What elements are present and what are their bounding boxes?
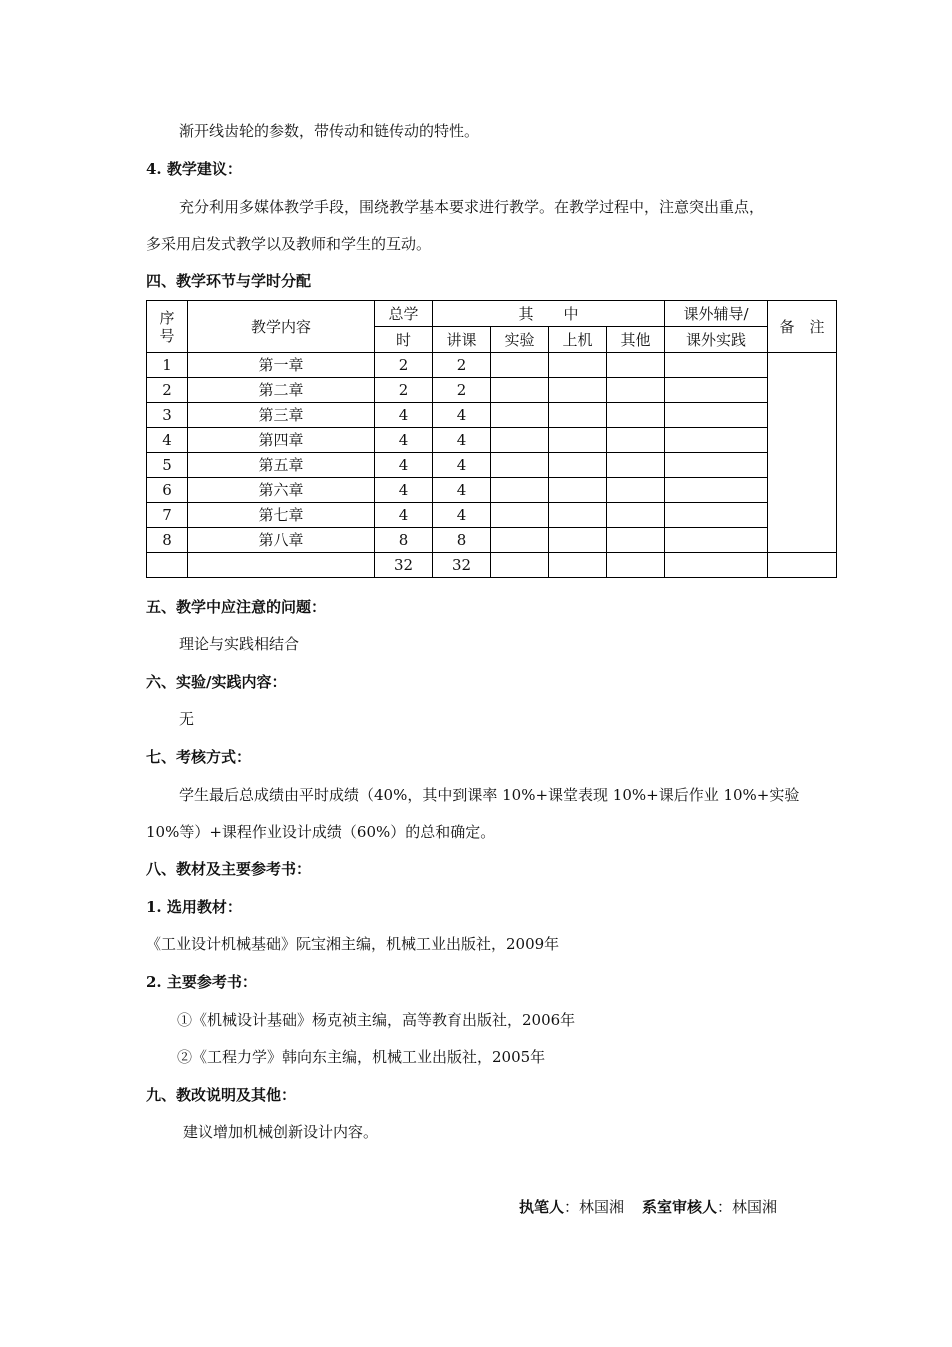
table-totals-row bbox=[147, 553, 837, 578]
cell-extra bbox=[665, 503, 768, 528]
cell-content: 第四章 bbox=[188, 428, 375, 453]
cell-computer bbox=[549, 378, 607, 403]
cell-seq bbox=[147, 553, 188, 578]
cell-remark-merged bbox=[768, 353, 837, 553]
section5-text: 理论与实践相结合 bbox=[179, 635, 300, 653]
cell-experiment bbox=[491, 453, 549, 478]
writer-label: 执笔人 bbox=[519, 1198, 565, 1216]
cell-experiment bbox=[491, 403, 549, 428]
header-experiment: 实验 bbox=[491, 327, 549, 353]
reviewer-name: ：林国湘 bbox=[717, 1198, 778, 1216]
cell-seq: 7 bbox=[147, 503, 188, 528]
cell-computer bbox=[549, 503, 607, 528]
cell-experiment bbox=[491, 553, 549, 578]
hours-allocation-table bbox=[146, 300, 837, 578]
cell-extra bbox=[665, 453, 768, 478]
cell-content: 第二章 bbox=[188, 378, 375, 403]
table-row bbox=[147, 403, 837, 428]
cell-lecture: 4 bbox=[433, 403, 491, 428]
cell-other bbox=[607, 528, 665, 553]
cell-extra bbox=[665, 378, 768, 403]
cell-remark bbox=[768, 553, 837, 578]
cell-seq: 4 bbox=[147, 428, 188, 453]
cell-content: 第五章 bbox=[188, 453, 375, 478]
section5-heading: 五、教学中应注意的问题： bbox=[146, 598, 327, 616]
header-content: 教学内容 bbox=[188, 301, 375, 353]
teaching-advice-para-line1: 充分利用多媒体教学手段，围绕教学基本要求进行教学。在教学过程中，注意突出重点， bbox=[179, 198, 765, 216]
signature-line bbox=[519, 1197, 777, 1217]
cell-total: 2 bbox=[375, 353, 433, 378]
table-header-row-1 bbox=[147, 301, 837, 327]
section7-heading: 七、考核方式： bbox=[146, 748, 252, 766]
cell-extra bbox=[665, 528, 768, 553]
cell-lecture: 2 bbox=[433, 378, 491, 403]
header-computer: 上机 bbox=[549, 327, 607, 353]
writer-name: ：林国湘 bbox=[564, 1198, 625, 1216]
cell-seq: 8 bbox=[147, 528, 188, 553]
table-row bbox=[147, 353, 837, 378]
cell-content: 第三章 bbox=[188, 403, 375, 428]
header-seq-line1: 序 bbox=[159, 308, 175, 327]
header-other: 其他 bbox=[607, 327, 665, 353]
section7-line1: 学生最后总成绩由平时成绩（40%，其中到课率 10%+课堂表现 10%+课后作业 10%+实验 bbox=[179, 786, 800, 804]
header-extra-line1: 课外辅导/ bbox=[665, 301, 768, 327]
header-seq bbox=[147, 301, 188, 353]
cell-computer bbox=[549, 428, 607, 453]
cell-total-sum: 32 bbox=[375, 553, 433, 578]
cell-extra bbox=[665, 428, 768, 453]
section6-heading: 六、实验/实践内容： bbox=[146, 673, 287, 691]
cell-content: 第八章 bbox=[188, 528, 375, 553]
cell-other bbox=[607, 453, 665, 478]
header-total-line2: 时 bbox=[375, 327, 433, 353]
cell-experiment bbox=[491, 478, 549, 503]
header-seq-line2: 号 bbox=[159, 326, 175, 345]
cell-lecture: 4 bbox=[433, 453, 491, 478]
cell-lecture: 2 bbox=[433, 353, 491, 378]
header-extra-line2: 课外实践 bbox=[665, 327, 768, 353]
cell-content: 第七章 bbox=[188, 503, 375, 528]
cell-experiment bbox=[491, 353, 549, 378]
cell-experiment bbox=[491, 503, 549, 528]
cell-extra bbox=[665, 553, 768, 578]
cell-computer bbox=[549, 478, 607, 503]
cell-total: 4 bbox=[375, 453, 433, 478]
section9-text: 建议增加机械创新设计内容。 bbox=[183, 1123, 379, 1141]
section8-ref2: ②《工程力学》韩向东主编，机械工业出版社，2005年 bbox=[177, 1048, 546, 1066]
cell-other bbox=[607, 353, 665, 378]
cell-total: 4 bbox=[375, 428, 433, 453]
reviewer-label: 系室审核人 bbox=[642, 1198, 718, 1216]
cell-content: 第六章 bbox=[188, 478, 375, 503]
cell-lecture: 4 bbox=[433, 428, 491, 453]
header-among: 其 中 bbox=[433, 301, 665, 327]
cell-seq: 1 bbox=[147, 353, 188, 378]
cell-lecture: 8 bbox=[433, 528, 491, 553]
cell-total: 4 bbox=[375, 478, 433, 503]
table-row bbox=[147, 453, 837, 478]
cell-computer bbox=[549, 453, 607, 478]
section8-textbook: 《工业设计机械基础》阮宝湘主编，机械工业出版社，2009年 bbox=[146, 935, 560, 953]
table-row bbox=[147, 528, 837, 553]
cell-other bbox=[607, 478, 665, 503]
section9-heading: 九、教改说明及其他： bbox=[146, 1086, 297, 1104]
cell-total: 4 bbox=[375, 503, 433, 528]
teaching-advice-para-line2: 多采用启发式教学以及教师和学生的互动。 bbox=[146, 235, 432, 253]
section8-sub1-heading: 1. 选用教材： bbox=[146, 898, 242, 916]
section7-line2: 10%等）+课程作业设计成绩（60%）的总和确定。 bbox=[146, 823, 496, 841]
cell-other bbox=[607, 428, 665, 453]
cell-computer bbox=[549, 553, 607, 578]
cell-computer bbox=[549, 528, 607, 553]
cell-content: 第一章 bbox=[188, 353, 375, 378]
cell-experiment bbox=[491, 378, 549, 403]
cell-seq: 6 bbox=[147, 478, 188, 503]
table-row bbox=[147, 378, 837, 403]
cell-seq: 2 bbox=[147, 378, 188, 403]
section8-heading: 八、教材及主要参考书： bbox=[146, 860, 312, 878]
header-remark: 备 注 bbox=[768, 301, 837, 353]
cell-extra bbox=[665, 403, 768, 428]
cell-computer bbox=[549, 403, 607, 428]
table-row bbox=[147, 478, 837, 503]
cell-seq: 3 bbox=[147, 403, 188, 428]
section4-heading: 四、教学环节与学时分配 bbox=[146, 272, 312, 290]
cell-lecture-sum: 32 bbox=[433, 553, 491, 578]
section8-sub2-heading: 2. 主要参考书： bbox=[146, 973, 257, 991]
cell-total: 2 bbox=[375, 378, 433, 403]
header-lecture: 讲课 bbox=[433, 327, 491, 353]
section8-ref1: ①《机械设计基础》杨克祯主编，高等教育出版社，2006年 bbox=[177, 1011, 576, 1029]
cell-seq: 5 bbox=[147, 453, 188, 478]
cell-other bbox=[607, 503, 665, 528]
section6-text: 无 bbox=[179, 710, 195, 728]
teaching-advice-heading: 4. 教学建议： bbox=[146, 160, 242, 178]
table-row bbox=[147, 503, 837, 528]
cell-total: 8 bbox=[375, 528, 433, 553]
cell-lecture: 4 bbox=[433, 478, 491, 503]
cell-content bbox=[188, 553, 375, 578]
table-row bbox=[147, 428, 837, 453]
cell-total: 4 bbox=[375, 403, 433, 428]
cell-lecture: 4 bbox=[433, 503, 491, 528]
cell-experiment bbox=[491, 528, 549, 553]
cell-extra bbox=[665, 353, 768, 378]
cell-extra bbox=[665, 478, 768, 503]
cell-other bbox=[607, 403, 665, 428]
intro-line: 渐开线齿轮的参数，带传动和链传动的特性。 bbox=[179, 122, 480, 140]
cell-other bbox=[607, 553, 665, 578]
cell-experiment bbox=[491, 428, 549, 453]
cell-computer bbox=[549, 353, 607, 378]
header-total-line1: 总学 bbox=[375, 301, 433, 327]
cell-other bbox=[607, 378, 665, 403]
